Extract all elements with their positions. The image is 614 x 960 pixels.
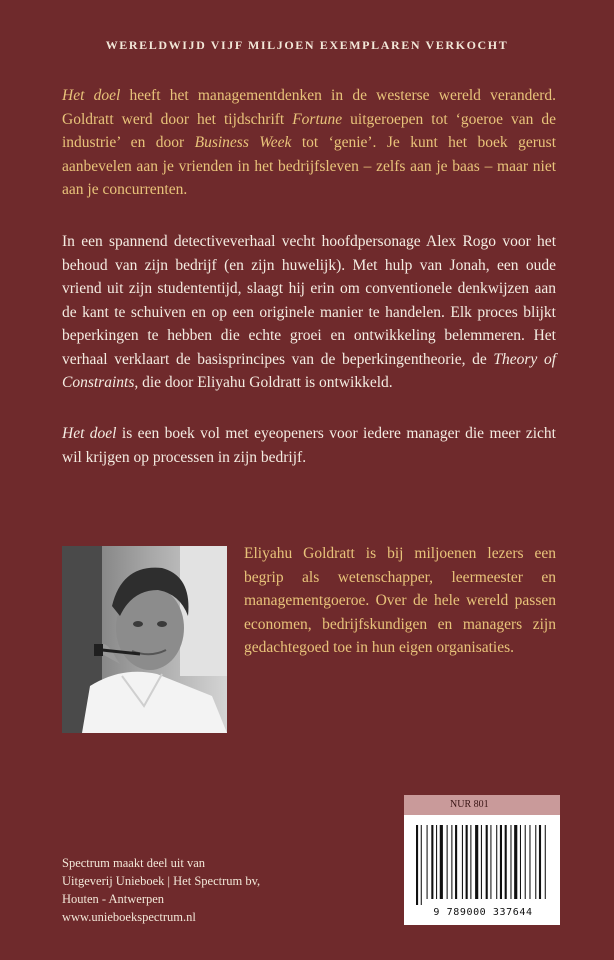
barcode-bar [510,825,511,899]
cover-headline: WERELDWIJD VIJF MILJOEN EXEMPLAREN VERKOCHT [105,38,509,52]
barcode-bar [486,825,488,899]
barcode-bar [427,825,428,899]
barcode-bar [529,825,530,899]
barcode-bar [416,825,418,905]
author-bio: Eliyahu Goldratt is bij miljoenen lezers een begrip als wetenschapper, leermeester en managementgoeroe. Over de hele wereld passen economen, bedrijfskundigen en managers zijn gedachtegoed toe in hun eigen organisaties. [244,545,556,656]
barcode-bar [539,825,541,899]
closing-paragraph [62,422,556,469]
intro-text-1: heeft het managementdenken in de westerse wereld veranderd. Goldratt werd door het tijdschrift [62,87,556,128]
barcode-bar [525,825,526,899]
barcode-bar [431,825,433,899]
barcode-bar [475,825,478,899]
barcode-bar [436,825,437,899]
barcode [404,815,560,925]
fortune-italic: Fortune [292,110,343,128]
barcode-bar [514,825,517,899]
summary-text-1: In een spannend detectiveverhaal vecht hoofdpersonage Alex Rogo voor het behoud van zijn bedrijf (en zijn huwelijk). Met hulp van Jonah, een oude vriend uit zijn studententijd, slaagt hij erin om conventionele denkwijzen aan de kant te schuiven en op een originele manier te handelen. Elk proces blijkt beperkingen te hebben die echte groei en ontwikkeling belemmeren. Het verhaal verklaart de basisprincipes van de beperkingentheorie, de [62,233,556,368]
publisher-website[interactable]: www.unieboekspectrum.nl [62,910,196,924]
publisher-line-2: Uitgeverij Unieboek | Het Spectrum bv, [62,874,261,888]
barcode-bar [496,825,497,899]
intro-paragraph [62,84,556,202]
business-week-italic: Business Week [194,134,292,151]
barcode-bar [545,825,546,899]
publisher-line-1: Spectrum maakt deel uit van [62,856,206,870]
barcode-bar [462,825,463,899]
author-portrait-illustration [62,546,227,733]
intro-text-2: uitgeroepen tot ‘goeroe van de industrie’ en door [62,110,556,151]
summary-text-2: , die door Eliyahu Goldratt is ontwikkeld. [134,374,393,391]
barcode-bar [535,825,536,899]
closing-title-italic: Het doel [62,425,117,442]
barcode-bar [447,825,448,899]
barcode-bar [481,825,482,899]
publisher-info [62,854,362,926]
barcode-bar [455,825,457,899]
closing-text: is een boek vol met eyeopeners voor iedere manager die meer zicht wil krijgen op processen in zijn bedrijf. [62,425,556,466]
barcode-bar [490,825,491,899]
intro-text-3: tot ‘genie’. Je kunt het boek gerust aanbevelen aan je vrienden in het bedrijfsleven – zelfs aan je baas – maar niet aan je concurrenten. [62,134,556,198]
theory-italic: Theory of Constraints [62,350,556,391]
barcode-bar [505,825,507,899]
barcode-bars [414,825,550,905]
publisher-line-3: Houten - Antwerpen [62,892,165,906]
author-photo [62,546,227,733]
barcode-bar [466,825,468,899]
barcode-bar [500,825,502,899]
isbn-number: 9 789000 337644 [433,907,533,918]
book-title-italic: Het doel [62,87,121,104]
barcode-bar [421,825,422,905]
nur-code: NUR 801 [404,795,560,815]
barcode-bar [470,825,471,899]
summary-paragraph [62,230,556,395]
barcode-bar [440,825,443,899]
barcode-bar [520,825,521,899]
barcode-bar [451,825,452,899]
